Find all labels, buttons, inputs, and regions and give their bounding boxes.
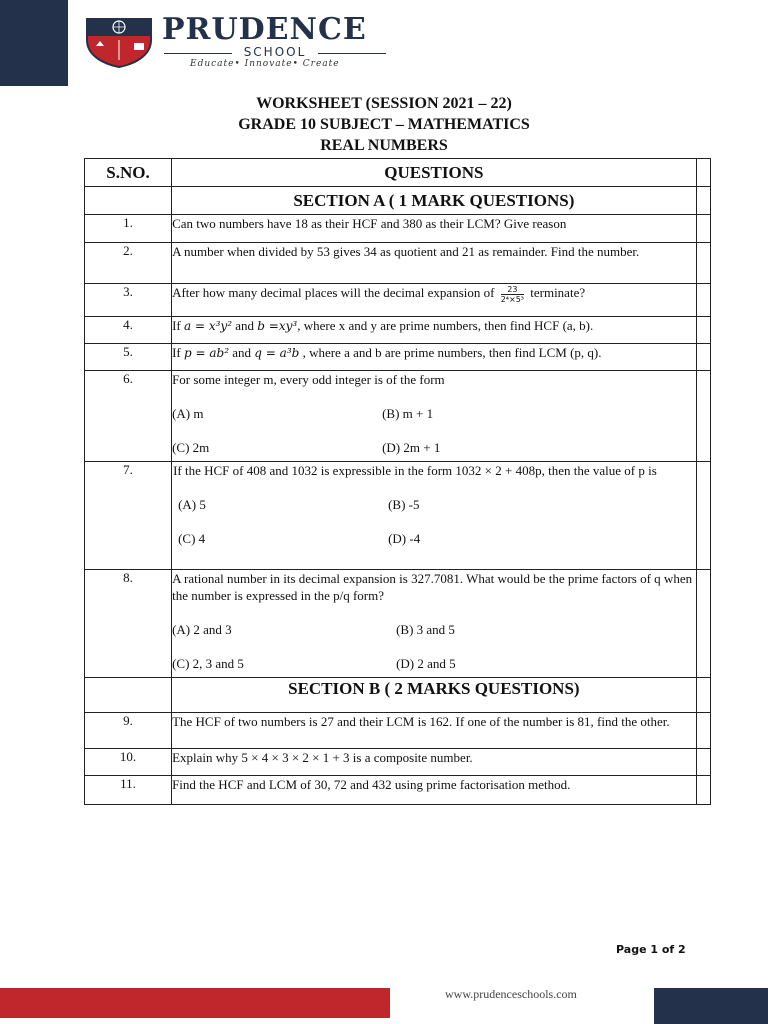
question-number: 10. [85, 749, 172, 776]
question-number: 5. [85, 344, 172, 371]
option-a: (A) m [172, 406, 204, 421]
question-number: 6. [85, 371, 172, 462]
question-text [172, 344, 697, 371]
chapter-title: REAL NUMBERS [320, 137, 448, 154]
grade-subject: GRADE 10 SUBJECT – MATHEMATICS [238, 116, 530, 133]
page-number: Page 1 of 2 [616, 943, 686, 956]
question-number: 3. [85, 284, 172, 317]
question-text-end: terminate? [530, 285, 586, 300]
section-a-row [85, 187, 711, 215]
school-logo [84, 14, 394, 72]
shield-emblem-icon [84, 16, 154, 68]
footer-red-bar [0, 988, 390, 1018]
option-b: (B) 3 and 5 [396, 622, 455, 637]
options-row [173, 496, 696, 513]
option-d: (D) 2 and 5 [396, 656, 456, 671]
text-part: If [172, 318, 181, 333]
worksheet-header [0, 93, 768, 156]
question-text [172, 317, 697, 344]
question-number: 7. [85, 462, 172, 570]
table-row [85, 776, 711, 805]
question-text-start: After how many decimal places will the decimal expansion of [172, 285, 495, 300]
table-row [85, 317, 711, 344]
text-part: , where a and b are prime numbers, then find LCM (p, q). [302, 345, 602, 360]
question-stem: If the HCF of 408 and 1032 is expressible in the form 1032 × 2 + 408p, then the value of p is [173, 463, 657, 478]
table-row [85, 215, 711, 243]
question-stem: For some integer m, every odd integer is of the form [172, 372, 445, 387]
question-text: The HCF of two numbers is 27 and their LCM is 162. If one of the number is 81, find the other. [172, 713, 697, 749]
table-row [85, 713, 711, 749]
question-number: 11. [85, 776, 172, 805]
question-text [172, 284, 697, 317]
brand-tagline: Educate• Innovate• Create [190, 59, 340, 69]
question-number: 2. [85, 243, 172, 284]
section-b-row [85, 678, 711, 713]
fraction [501, 285, 524, 304]
question-text [172, 462, 697, 570]
question-text [172, 570, 697, 678]
question-text: Can two numbers have 18 as their HCF and 380 as their LCM? Give reason [172, 215, 697, 243]
options-row [172, 655, 696, 672]
option-a: (A) 5 [178, 497, 206, 512]
option-b: (B) m + 1 [382, 406, 434, 421]
sno-header: S.NO. [85, 159, 172, 187]
table-row [85, 371, 711, 462]
math-expression: b =xy³ [257, 319, 298, 333]
worksheet-title: WORKSHEET (SESSION 2021 – 22) [256, 95, 512, 112]
question-number: 8. [85, 570, 172, 678]
text-part: If [172, 345, 181, 360]
options-row [172, 439, 696, 456]
question-number: 9. [85, 713, 172, 749]
option-c: (C) 4 [178, 531, 206, 546]
option-a: (A) 2 and 3 [172, 622, 232, 637]
option-c: (C) 2, 3 and 5 [172, 656, 244, 671]
fraction-numerator: 23 [501, 285, 524, 295]
options-row [173, 530, 696, 547]
questions-table [84, 158, 711, 805]
section-b-heading: SECTION B ( 2 MARKS QUESTIONS) [172, 678, 697, 713]
math-expression: a = x³y² [184, 319, 233, 333]
question-text: A number when divided by 53 gives 34 as quotient and 21 as remainder. Find the number. [172, 243, 697, 284]
math-expression: p = ab² [184, 346, 230, 360]
questions-header: QUESTIONS [172, 159, 697, 187]
math-expression: q = a³b [254, 346, 300, 360]
question-text [172, 371, 697, 462]
table-row [85, 462, 711, 570]
text-part: and [232, 345, 252, 360]
option-d: (D) -4 [388, 531, 421, 546]
option-d: (D) 2m + 1 [382, 440, 441, 455]
footer-navy-bar [654, 988, 768, 1024]
option-b: (B) -5 [388, 497, 420, 512]
footer-website: www.prudenceschools.com [445, 987, 577, 1001]
options-row [172, 621, 696, 638]
question-text: Explain why 5 × 4 × 3 × 2 × 1 + 3 is a composite number. [172, 749, 697, 776]
question-number: 4. [85, 317, 172, 344]
table-row [85, 243, 711, 284]
option-c: (C) 2m [172, 440, 210, 455]
table-row [85, 284, 711, 317]
table-header-row [85, 159, 711, 187]
text-part: and [235, 318, 255, 333]
table-row [85, 749, 711, 776]
fraction-denominator: 2⁴×5³ [500, 294, 524, 304]
table-row [85, 344, 711, 371]
brand-name: PRUDENCE [162, 12, 367, 47]
corner-decoration-top [0, 0, 68, 86]
question-number: 1. [85, 215, 172, 243]
question-text: Find the HCF and LCM of 30, 72 and 432 using prime factorisation method. [172, 776, 697, 805]
options-row [172, 405, 696, 422]
brand-subtitle: SCHOOL [164, 45, 386, 59]
table-row [85, 570, 711, 678]
section-a-heading: SECTION A ( 1 MARK QUESTIONS) [172, 187, 697, 215]
question-stem: A rational number in its decimal expansion is 327.7081. What would be the prime factors of q when the number is expressed in the p/q form? [172, 571, 693, 603]
text-part: , where x and y are prime numbers, then find HCF (a, b). [297, 318, 594, 333]
